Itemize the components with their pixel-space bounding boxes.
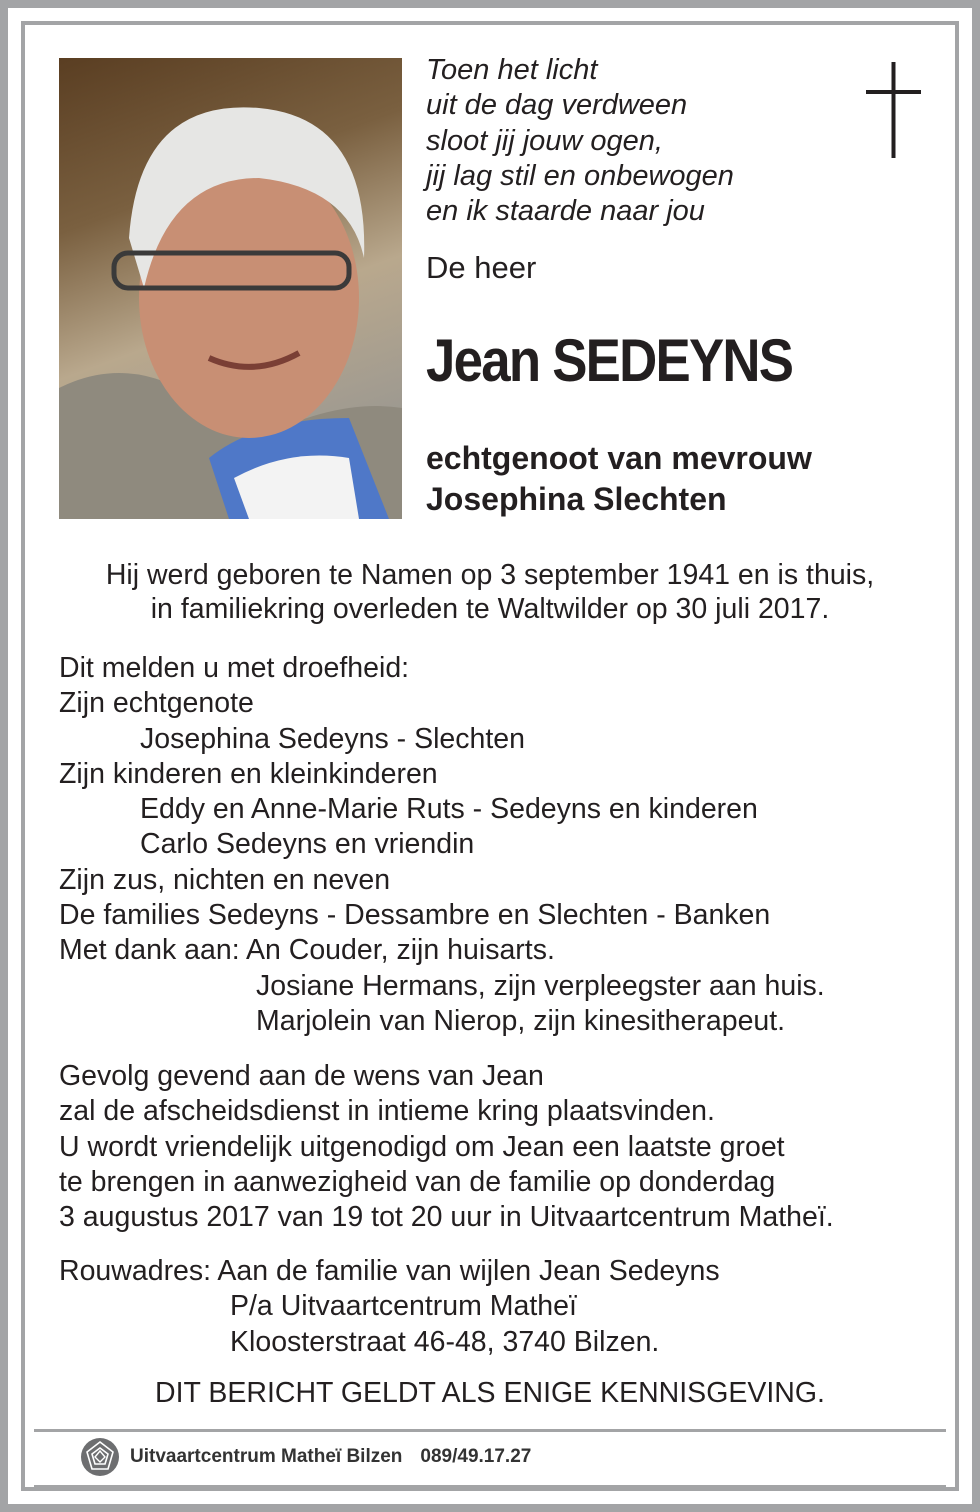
poem-line: uit de dag verdween (426, 89, 688, 122)
salutation: De heer (426, 250, 537, 285)
poem-line: sloot jij jouw ogen, (426, 124, 663, 157)
footer (80, 1437, 531, 1477)
deceased-name: Jean SEDEYNS (426, 327, 793, 394)
notice: DIT BERICHT GELDT ALS ENIGE KENNISGEVING. (155, 1377, 825, 1409)
portrait-photo (59, 58, 402, 519)
service-line: Gevolg gevend aan de wens van Jean (59, 1060, 544, 1092)
poem (426, 53, 734, 229)
poem-line: jij lag stil en onbewogen (426, 159, 734, 192)
poem-line: en ik staarde naar jou (426, 195, 705, 228)
family-intro: Dit melden u met droefheid: (59, 652, 410, 684)
family-label: Zijn kinderen en kleinkinderen (59, 757, 438, 790)
address-line: P/a Uitvaartcentrum Matheï (230, 1290, 577, 1323)
born-line: Hij werd geboren te Namen op 3 september 1941 en is thuis, (105, 559, 875, 591)
company-phone: 089/49.17.27 (420, 1446, 532, 1467)
family-member: Carlo Sedeyns en vriendin (140, 828, 475, 861)
spouse-line: Josephina Slechten (426, 481, 727, 517)
spouse-info (426, 438, 812, 520)
birth-death-info (0, 558, 980, 626)
divider (34, 1429, 946, 1432)
service-line: 3 augustus 2017 van 19 tot 20 uur in Uitvaartcentrum Matheï. (59, 1201, 834, 1234)
mourning-address (59, 1254, 720, 1360)
service-line: te brengen in aanwezigheid van de familie op donderdag (59, 1165, 776, 1198)
family-label: Zijn echtgenote (59, 687, 254, 720)
poem-line: Toen het licht (426, 54, 598, 86)
service-info (59, 1059, 834, 1235)
thanks-line: Marjolein van Nierop, zijn kinesitherapeut. (256, 1004, 786, 1037)
born-line: in familiekring overleden te Waltwilder op 30 juli 2017. (150, 593, 830, 625)
family-label: Zijn zus, nichten en neven (59, 863, 391, 896)
family-list (59, 651, 825, 1039)
funeral-home-logo-icon (80, 1437, 120, 1477)
address-line: Kloosterstraat 46-48, 3740 Bilzen. (230, 1325, 660, 1358)
address-label: Rouwadres: Aan de familie van wijlen Jean Sedeyns (59, 1255, 720, 1287)
family-member: Josephina Sedeyns - Slechten (140, 722, 526, 755)
service-line: zal de afscheidsdienst in intieme kring plaatsvinden. (59, 1095, 715, 1128)
spouse-line: echtgenoot van mevrouw (426, 440, 812, 476)
family-member: Eddy en Anne-Marie Ruts - Sedeyns en kinderen (140, 793, 758, 826)
cross-icon (866, 62, 921, 158)
family-label: De families Sedeyns - Dessambre en Slechten - Banken (59, 899, 771, 932)
thanks-line: Met dank aan: An Couder, zijn huisarts. (59, 934, 555, 967)
service-line: U wordt vriendelijk uitgenodigd om Jean een laatste groet (59, 1130, 785, 1163)
divider (34, 1485, 946, 1488)
company-name: Uitvaartcentrum Matheï Bilzen (130, 1446, 403, 1467)
thanks-line: Josiane Hermans, zijn verpleegster aan huis. (256, 969, 825, 1002)
